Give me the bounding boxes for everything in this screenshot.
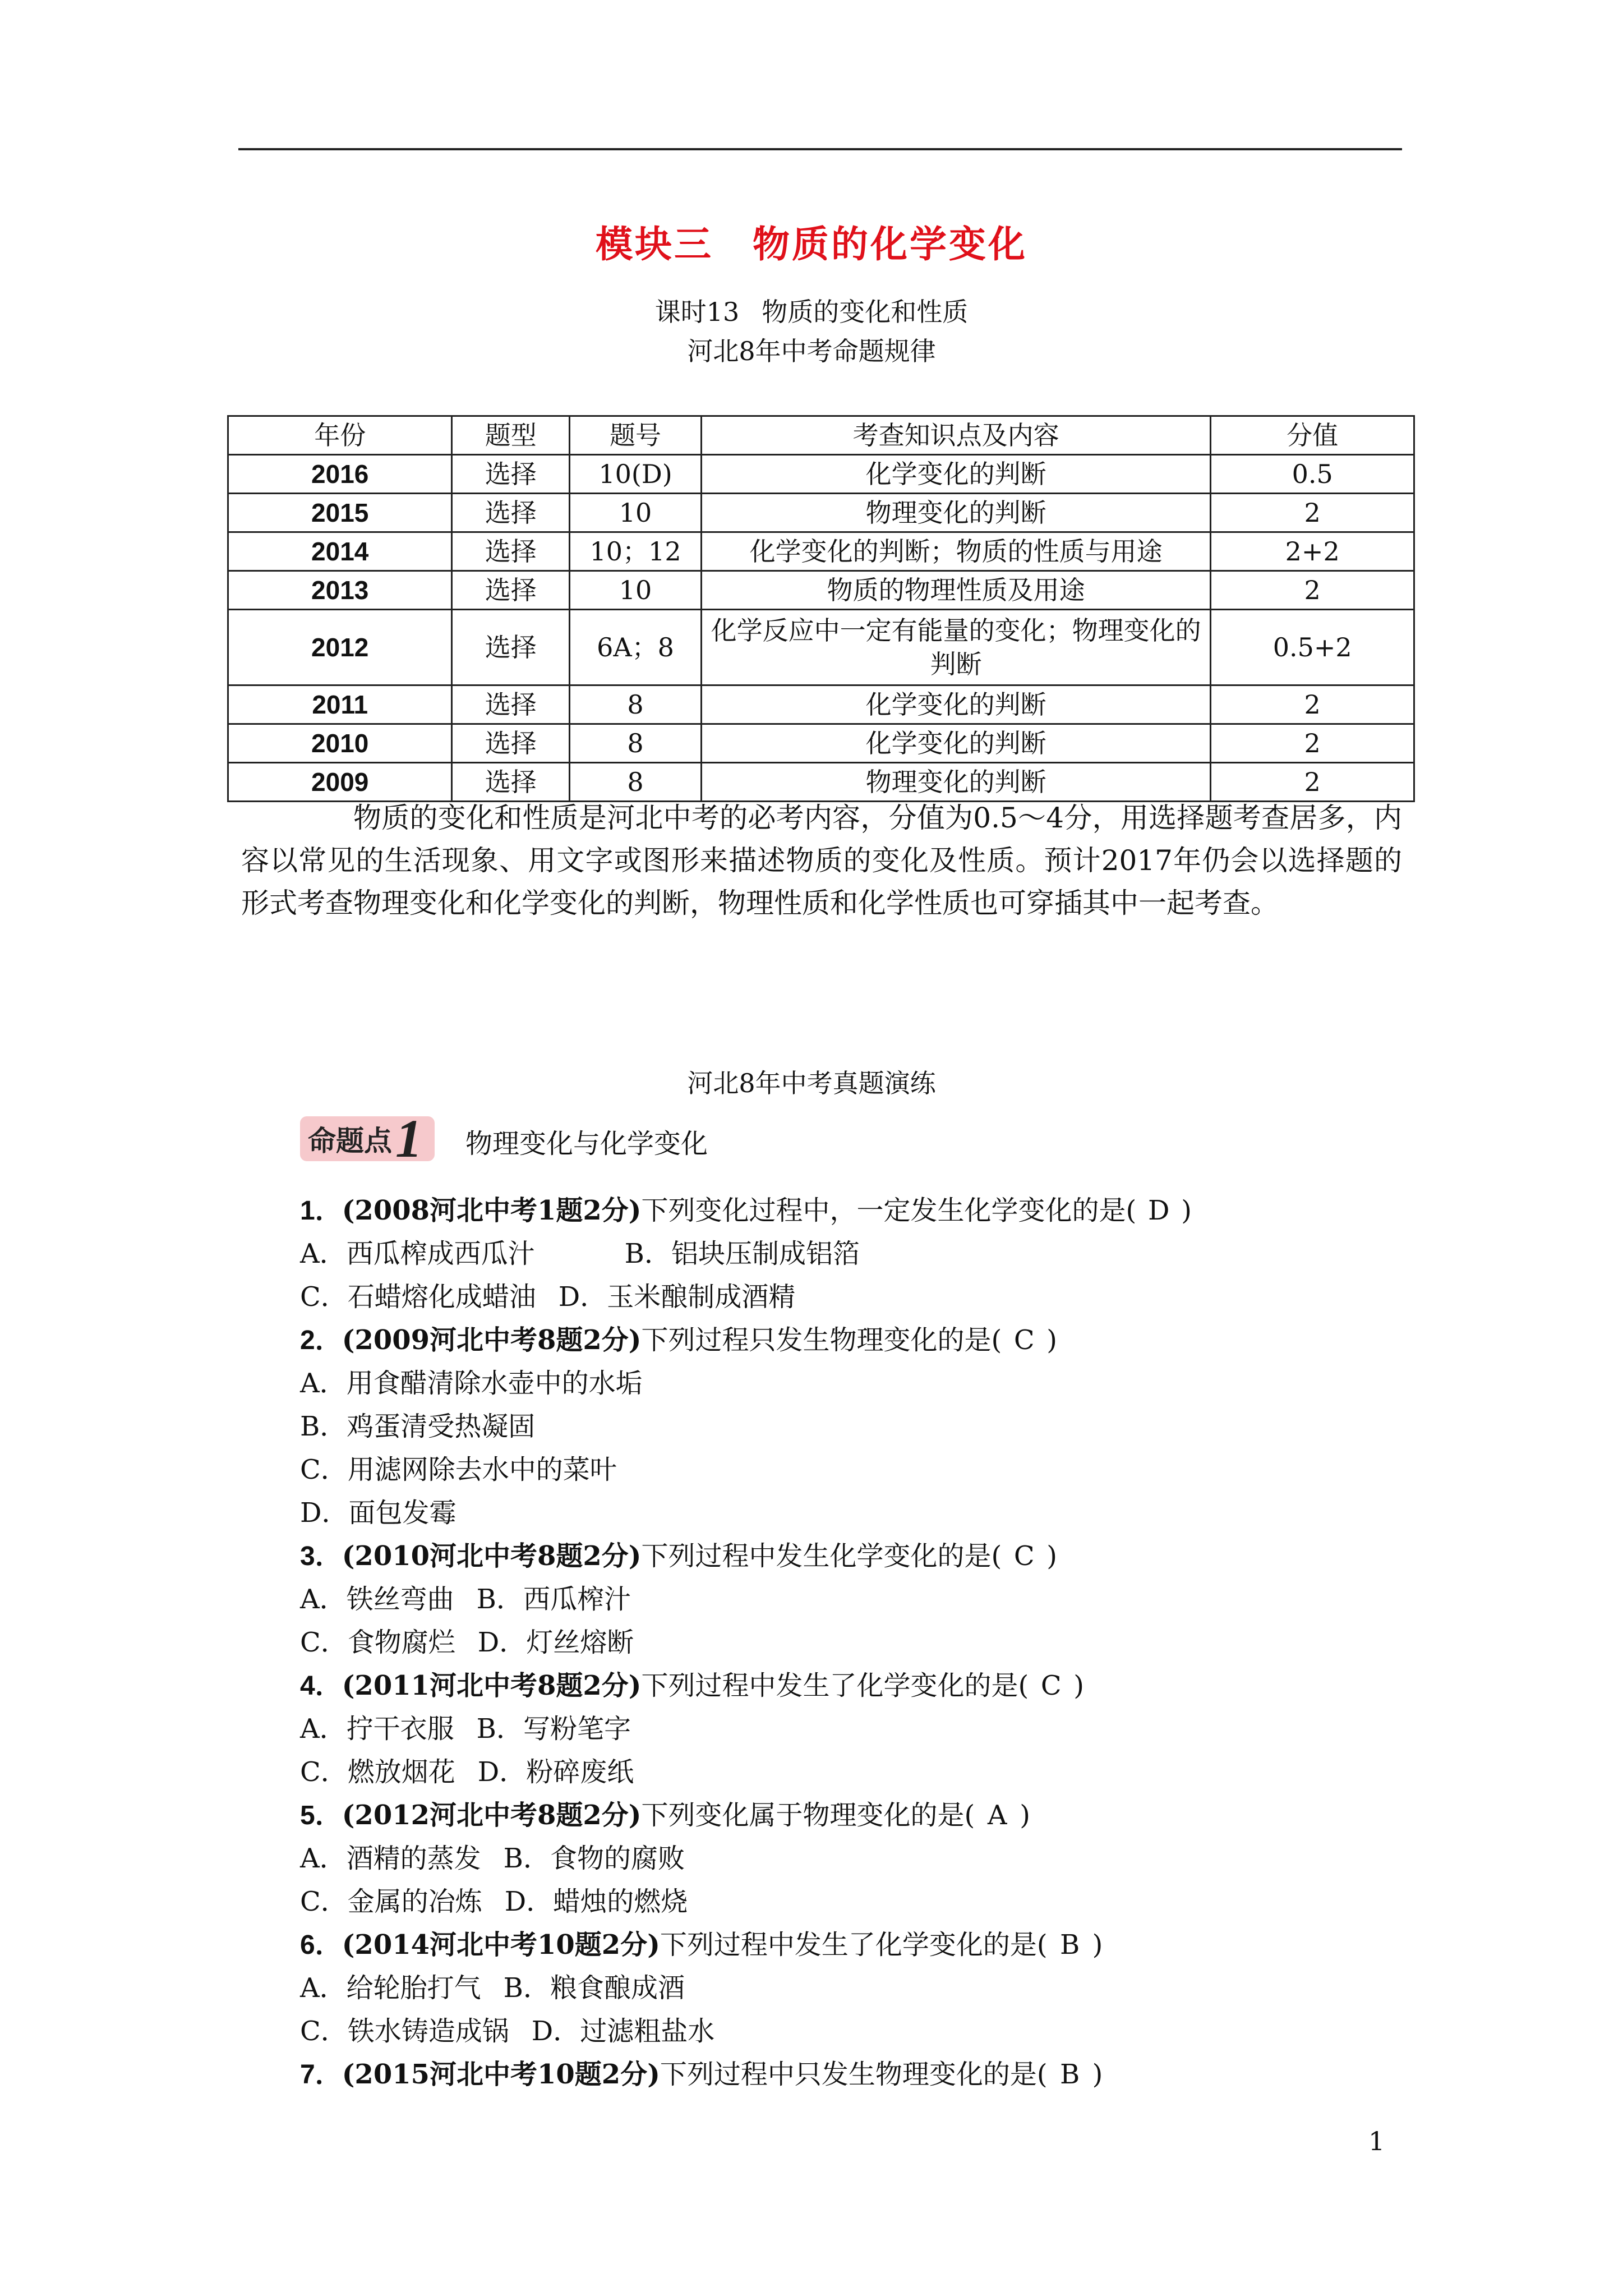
cell-type: 选择 <box>452 610 570 685</box>
question-text: 下列过程中发生了化学变化的是( <box>660 1929 1048 1961</box>
cell-content: 化学反应中一定有能量的变化；物理变化的判断 <box>701 610 1210 685</box>
rules-title: 河北8年中考命题规律 <box>687 336 936 366</box>
question-close: ) <box>1092 1929 1103 1961</box>
cell-type: 选择 <box>452 494 570 532</box>
cell-year: 2013 <box>228 571 452 610</box>
cell-content: 物理变化的判断 <box>701 763 1210 802</box>
option-line <box>300 2010 1399 2053</box>
question-list <box>300 1189 1399 2096</box>
option-line <box>300 1492 1399 1535</box>
cell-year: 2011 <box>228 685 452 724</box>
option-line <box>300 1448 1399 1492</box>
table-row <box>228 610 1414 685</box>
option-item: A．拧干衣服 <box>300 1713 454 1745</box>
question-close: ) <box>1046 1324 1057 1356</box>
option-item: C．食物腐烂 <box>300 1627 455 1658</box>
option-line <box>300 1708 1399 1751</box>
option-line <box>300 1621 1399 1664</box>
summary-paragraph: 物质的变化和性质是河北中考的必考内容，分值为0.5～4分，用选择题考查居多，内容以常见的生活现象、用文字或图形来描述物质的变化及性质。预计2017年仍会以选择题的形式考查物理变化和化学变化的判断，物理性质和化学性质也可穿插其中一起考查。 <box>241 802 1402 919</box>
topic-badge <box>300 1108 435 1168</box>
module-title-part-a: 模块三 <box>596 222 713 266</box>
table-row <box>228 532 1414 571</box>
question-close: ) <box>1092 2059 1103 2090</box>
option-item: B．西瓜榨汁 <box>476 1584 631 1615</box>
option-item: C．燃放烟花 <box>300 1756 455 1788</box>
option-item: D．面包发霉 <box>300 1497 457 1529</box>
question-source: (2015河北中考10题2分) <box>342 2059 660 2090</box>
badge-number: 1 <box>395 1108 422 1168</box>
option-item: A．西瓜榨成西瓜汁 <box>300 1238 535 1269</box>
question-source: (2012河北中考8题2分) <box>342 1800 642 1831</box>
question-close: ) <box>1046 1540 1057 1572</box>
option-line <box>300 1362 1399 1405</box>
cell-score: 0.5+2 <box>1211 610 1414 685</box>
option-line <box>300 1967 1399 2010</box>
question-stem <box>300 1794 1399 1837</box>
table-row <box>228 571 1414 610</box>
module-title-part-b: 物质的化学变化 <box>753 222 1027 266</box>
option-item: B．鸡蛋清受热凝固 <box>300 1411 536 1442</box>
question-stem <box>300 1664 1399 1708</box>
cell-score: 2 <box>1211 571 1414 610</box>
option-item: D．玉米酿制成酒精 <box>558 1281 796 1313</box>
question-answer: C <box>1040 1670 1062 1701</box>
question-number: 5． <box>300 1801 342 1830</box>
option-item: D．粉碎废纸 <box>477 1756 634 1788</box>
badge-text: 命题点 <box>308 1125 392 1157</box>
question-answer: D <box>1148 1195 1170 1226</box>
cell-question-no: 10；12 <box>570 532 702 571</box>
practice-title: 河北8年中考真题演练 <box>687 1068 936 1098</box>
cell-content: 物质的物理性质及用途 <box>701 571 1210 610</box>
module-title <box>0 214 1623 268</box>
question-source: (2011河北中考8题2分) <box>342 1670 642 1701</box>
option-item: D．灯丝熔断 <box>477 1627 634 1658</box>
cell-question-no: 10 <box>570 494 702 532</box>
table-row <box>228 724 1414 763</box>
cell-score: 2 <box>1211 724 1414 763</box>
option-line <box>300 1405 1399 1448</box>
option-line <box>300 1578 1399 1621</box>
option-line <box>300 1276 1399 1319</box>
header-year: 年份 <box>228 416 452 455</box>
option-line <box>300 1880 1399 1924</box>
option-item: C．石蜡熔化成蜡油 <box>300 1281 536 1313</box>
cell-type: 选择 <box>452 763 570 802</box>
option-line <box>300 1232 1399 1276</box>
cell-content: 化学变化的判断 <box>701 455 1210 494</box>
option-item: B．写粉笔字 <box>476 1713 631 1745</box>
option-line <box>300 1751 1399 1794</box>
option-item: C．金属的冶炼 <box>300 1886 482 1917</box>
option-line <box>300 1837 1399 1880</box>
header-score: 分值 <box>1211 416 1414 455</box>
cell-question-no: 6A；8 <box>570 610 702 685</box>
question-source: (2010河北中考8题2分) <box>342 1540 642 1572</box>
header-rule <box>238 148 1402 150</box>
question-number: 3． <box>300 1542 342 1571</box>
option-item: D．蜡烛的燃烧 <box>504 1886 688 1917</box>
lesson-title <box>0 292 1623 329</box>
question-number: 7． <box>300 2060 342 2090</box>
page-number: 1 <box>1368 2126 1385 2156</box>
option-item: C．用滤网除去水中的菜叶 <box>300 1454 617 1485</box>
cell-content: 化学变化的判断 <box>701 724 1210 763</box>
cell-question-no: 10(D) <box>570 455 702 494</box>
cell-score: 0.5 <box>1211 455 1414 494</box>
table-row <box>228 494 1414 532</box>
lesson-topic: 物质的变化和性质 <box>762 297 969 327</box>
option-item: A．给轮胎打气 <box>300 1972 481 2004</box>
table-row <box>228 455 1414 494</box>
question-stem <box>300 1319 1399 1362</box>
cell-type: 选择 <box>452 724 570 763</box>
option-item: A．用食醋清除水壶中的水垢 <box>300 1368 643 1399</box>
cell-question-no: 8 <box>570 685 702 724</box>
cell-year: 2012 <box>228 610 452 685</box>
question-stem <box>300 2053 1399 2096</box>
question-stem <box>300 1924 1399 1967</box>
header-question-no: 题号 <box>570 416 702 455</box>
table-row <box>228 763 1414 802</box>
question-stem <box>300 1535 1399 1578</box>
cell-year: 2009 <box>228 763 452 802</box>
option-item: C．铁水铸造成锅 <box>300 2016 509 2047</box>
question-text: 下列过程只发生物理变化的是( <box>641 1324 1002 1356</box>
option-item: B．粮食酿成酒 <box>503 1972 685 2004</box>
cell-content: 化学变化的判断；物质的性质与用途 <box>701 532 1210 571</box>
lesson-number: 课时13 <box>654 297 740 327</box>
cell-question-no: 8 <box>570 763 702 802</box>
cell-content: 物理变化的判断 <box>701 494 1210 532</box>
cell-score: 2 <box>1211 763 1414 802</box>
topic-label: 物理变化与化学变化 <box>465 1128 708 1159</box>
option-item: D．过滤粗盐水 <box>531 2016 715 2047</box>
question-text: 下列过程中只发生物理变化的是( <box>660 2059 1048 2090</box>
question-answer: A <box>987 1800 1007 1831</box>
cell-score: 2 <box>1211 494 1414 532</box>
question-source: (2014河北中考10题2分) <box>342 1929 660 1961</box>
cell-year: 2015 <box>228 494 452 532</box>
question-text: 下列过程中发生化学变化的是( <box>641 1540 1002 1572</box>
question-number: 4． <box>300 1671 342 1701</box>
cell-content: 化学变化的判断 <box>701 685 1210 724</box>
question-close: ) <box>1073 1670 1084 1701</box>
question-number: 1． <box>300 1196 342 1226</box>
cell-type: 选择 <box>452 571 570 610</box>
cell-type: 选择 <box>452 455 570 494</box>
option-item: A．铁丝弯曲 <box>300 1584 454 1615</box>
question-stem <box>300 1189 1399 1232</box>
cell-year: 2016 <box>228 455 452 494</box>
option-item: B．铝块压制成铝箔 <box>624 1238 860 1269</box>
cell-question-no: 8 <box>570 724 702 763</box>
option-item: A．酒精的蒸发 <box>300 1843 481 1874</box>
question-number: 2． <box>300 1326 342 1355</box>
question-answer: C <box>1013 1324 1035 1356</box>
cell-year: 2014 <box>228 532 452 571</box>
question-source: (2008河北中考1题2分) <box>342 1195 642 1226</box>
cell-score: 2+2 <box>1211 532 1414 571</box>
table-row <box>228 685 1414 724</box>
cell-type: 选择 <box>452 532 570 571</box>
cell-year: 2010 <box>228 724 452 763</box>
question-answer: B <box>1060 2059 1080 2090</box>
header-type: 题型 <box>452 416 570 455</box>
exam-rules-table <box>227 415 1415 802</box>
question-text: 下列变化过程中，一定发生化学变化的是( <box>641 1195 1137 1226</box>
cell-question-no: 10 <box>570 571 702 610</box>
question-answer: B <box>1060 1929 1080 1961</box>
cell-score: 2 <box>1211 685 1414 724</box>
question-text: 下列过程中发生了化学变化的是( <box>641 1670 1029 1701</box>
header-content: 考查知识点及内容 <box>701 416 1210 455</box>
question-number: 6． <box>300 1930 342 1960</box>
question-close: ) <box>1181 1195 1192 1226</box>
question-close: ) <box>1020 1800 1030 1831</box>
cell-type: 选择 <box>452 685 570 724</box>
option-item: B．食物的腐败 <box>503 1843 685 1874</box>
question-text: 下列变化属于物理变化的是( <box>641 1800 975 1831</box>
question-answer: C <box>1013 1540 1035 1572</box>
question-source: (2009河北中考8题2分) <box>342 1324 642 1356</box>
table-header-row <box>228 416 1414 455</box>
